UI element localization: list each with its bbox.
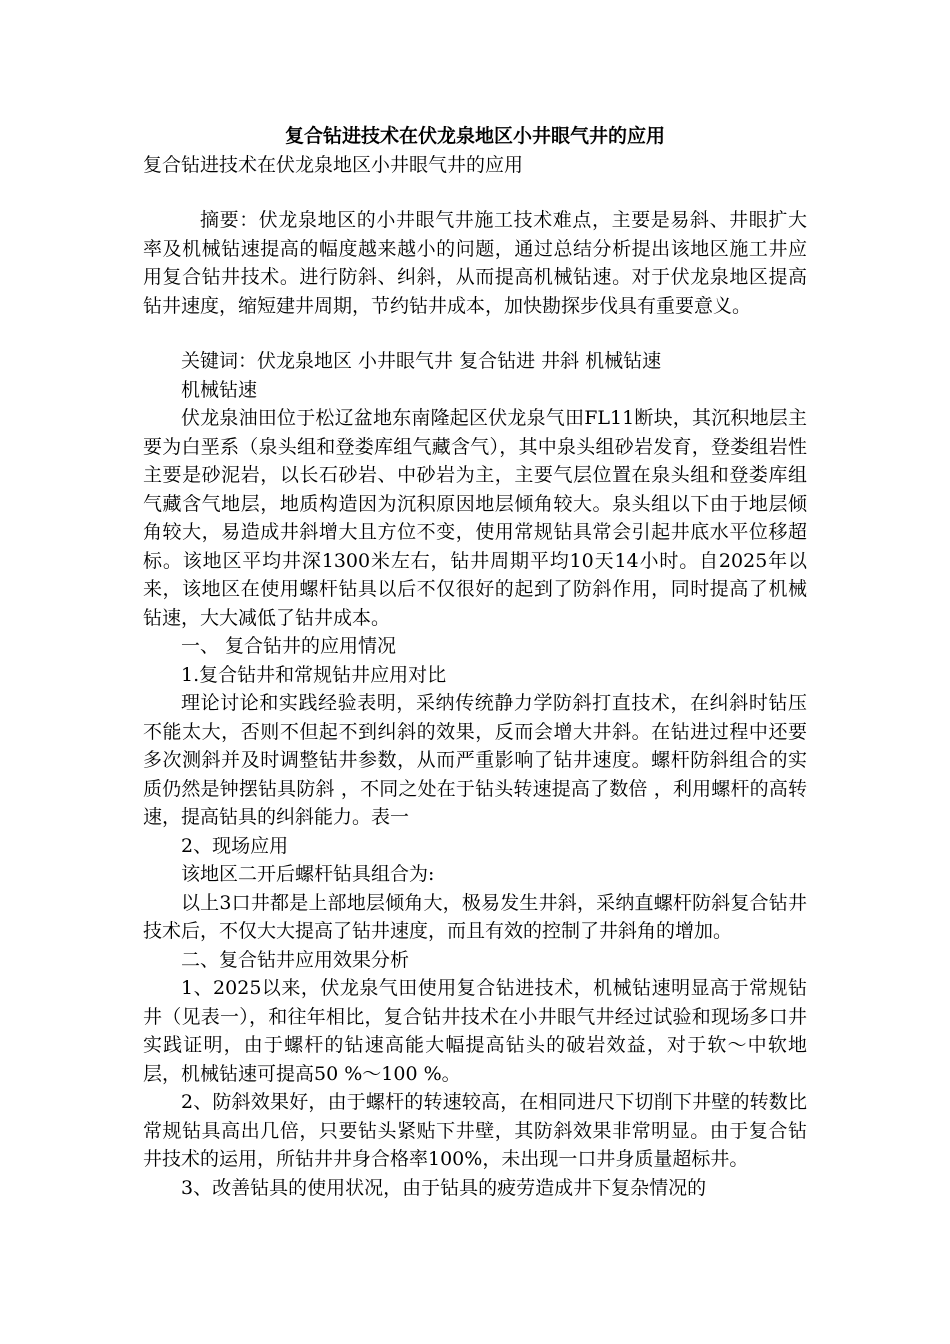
subsection-heading-1-2: 2、现场应用 bbox=[181, 834, 289, 857]
document-body bbox=[143, 121, 807, 1202]
abstract-paragraph: 摘要：伏龙泉地区的小井眼气井施工技术难点，主要是易斜、井眼扩大率及机械钻速提高的幅度越来越小的问题，通过总结分析提出该地区施工井应用复合钻井技术。进行防斜、纠斜，从而提高机械钻速。对于伏龙泉地区提高钻井速度，缩短建井周期，节约钻井成本，加快勘探步伐具有重要意义。 bbox=[143, 209, 807, 317]
document-title: 复合钻进技术在伏龙泉地区小井眼气井的应用 bbox=[284, 125, 665, 147]
section-2-paragraph-3: 3、改善钻具的使用状况，由于钻具的疲劳造成井下复杂情况的 bbox=[181, 1176, 707, 1199]
intro-paragraph: 伏龙泉油田位于松辽盆地东南隆起区伏龙泉气田FL11断块，其沉积地层主要为白垩系（泉头组和登娄库组气藏含气），其中泉头组砂岩发育，登娄组岩性主要是砂泥岩，以长石砂岩、中砂岩为主，主要气层位置在泉头组和登娄库组气藏含气地层，地质构造因为沉积原因地层倾角较大。泉头组以下由于地层倾角较大，易造成井斜增大且方位不变，使用常规钻具常会引起井底水平位移超标。该地区平均井深1300米左右，钻井周期平均10天14小时。自2025年以来，该地区在使用螺杆钻具以后不仅很好的起到了防斜作用，同时提高了机械钻速，大大减低了钻井成本。 bbox=[143, 407, 807, 629]
section-heading-2: 二、复合钻井应用效果分析 bbox=[181, 948, 410, 971]
section-2-paragraph-2: 2、防斜效果好，由于螺杆的转速较高，在相同进尺下切削下井壁的转数比常规钻具高出几倍，只要钻头紧贴下井壁，其防斜效果非常明显。由于复合钻井技术的运用，所钻井井身合格率100%，未出现一口井身质量超标井。 bbox=[143, 1091, 807, 1170]
keywords-line: 关键词：伏龙泉地区 小井眼气井 复合钻进 井斜 机械钻速 bbox=[181, 350, 662, 372]
section-heading-1: 一、 复合钻井的应用情况 bbox=[181, 635, 397, 657]
subsection-1-2-paragraph-2: 以上3口井都是上部地层倾角大，极易发生井斜，采纳直螺杆防斜复合钻井技术后，不仅大大提高了钻井速度，而且有效的控制了井斜角的增加。 bbox=[143, 891, 807, 942]
section-2-paragraph-1: 1、2025以来，伏龙泉气田使用复合钻进技术，机械钻速明显高于常规钻井（见表一），和往年相比，复合钻井技术在小井眼气井经过试验和现场多口井实践证明，由于螺杆的钻速高能大幅提高钻头的破岩效益，对于软～中软地层，机械钻速可提高50 %～100 %。 bbox=[143, 977, 807, 1085]
document-subtitle: 复合钻进技术在伏龙泉地区小井眼气井的应用 bbox=[143, 154, 524, 176]
keywords-continuation: 机械钻速 bbox=[181, 378, 258, 401]
subsection-heading-1-1: 1.复合钻井和常规钻井应用对比 bbox=[181, 663, 447, 686]
subsection-1-1-paragraph: 理论讨论和实践经验表明，采纳传统静力学防斜打直技术，在纠斜时钻压不能太大，否则不但起不到纠斜的效果，反而会增大井斜。在钻进过程中还要多次测斜并及时调整钻井参数，从而严重影响了钻井速度。螺杆防斜组合的实质仍然是钟摆钻具防斜 ，不同之处在于钻头转速提高了数倍 ，利用螺杆的高转速，提高钻具的纠斜能力。表一 bbox=[143, 692, 807, 828]
subsection-1-2-paragraph-1: 该地区二开后螺杆钻具组合为: bbox=[181, 863, 435, 885]
